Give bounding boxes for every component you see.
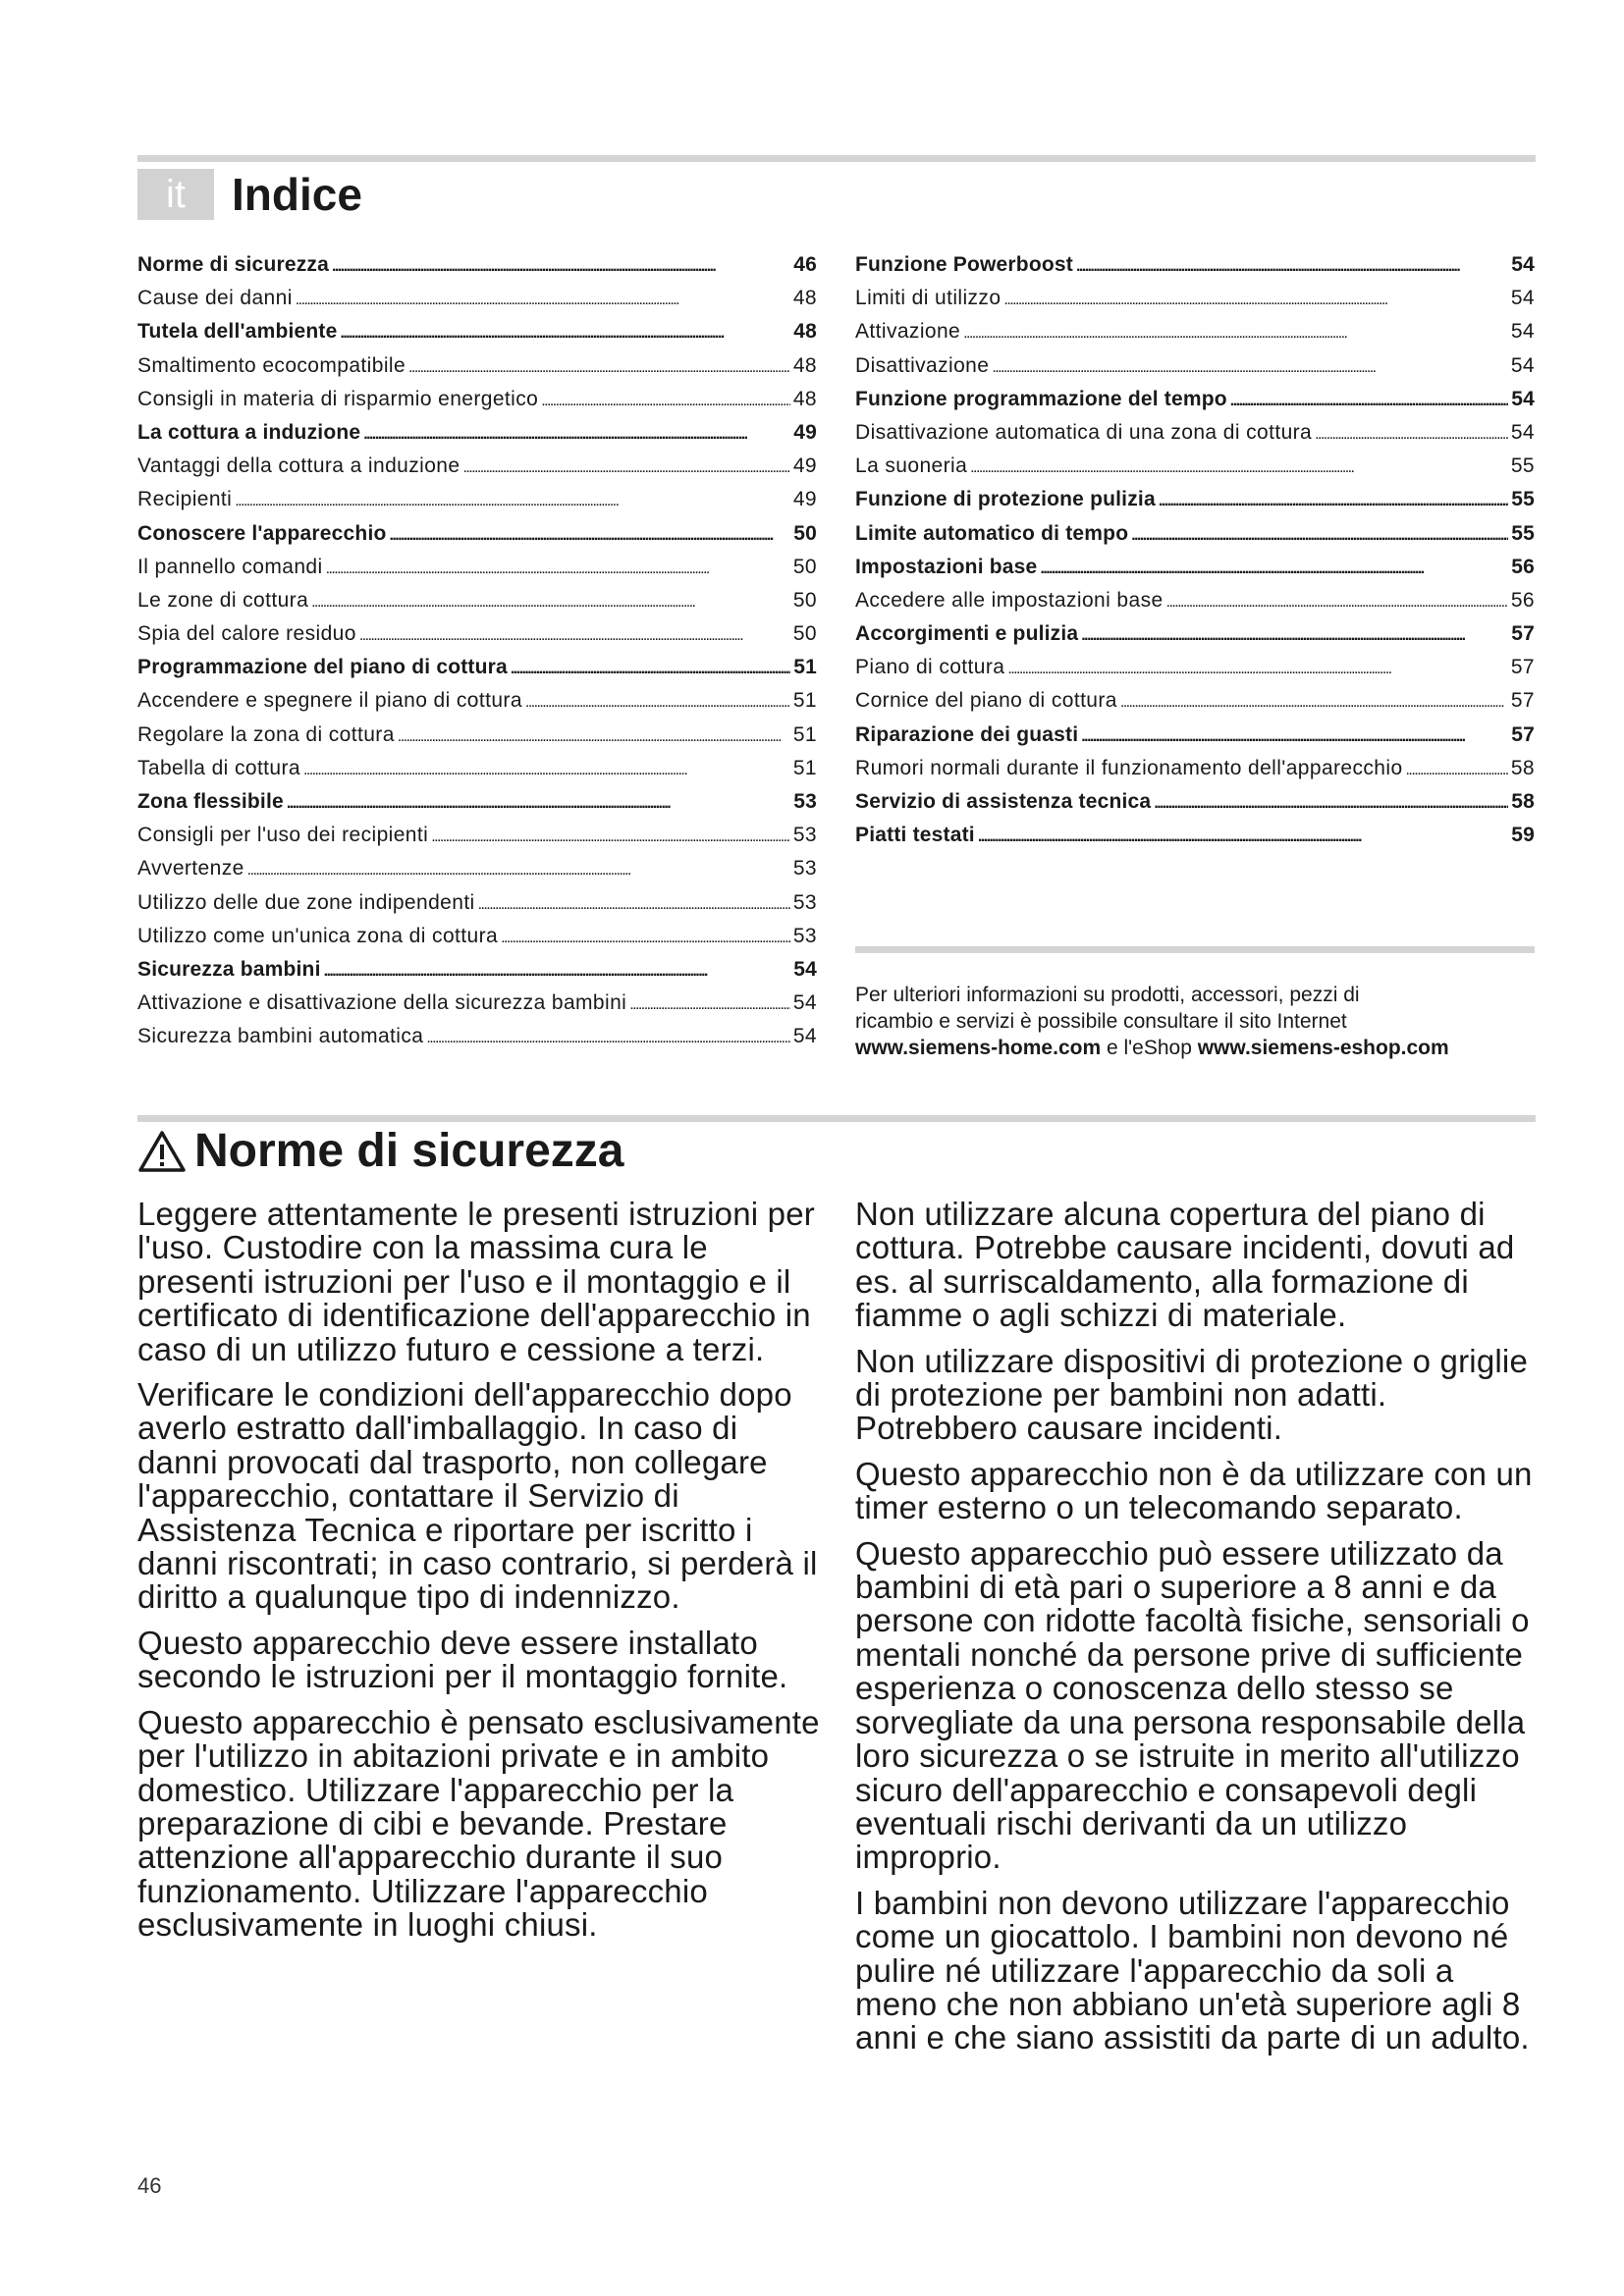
toc-leader-dots bbox=[525, 689, 790, 713]
toc-subentry[interactable] bbox=[137, 991, 817, 1025]
toc-entry-label: Sicurezza bambini bbox=[137, 957, 321, 981]
toc-entry-page: 53 bbox=[792, 824, 817, 847]
toc-entry-page: 49 bbox=[792, 488, 817, 511]
info-line-1: Per ulteriori informazioni su prodotti, accessori, pezzi di bbox=[855, 984, 1360, 1006]
toc-leader-dots bbox=[235, 488, 790, 511]
toc-entry-label: Recipienti bbox=[137, 488, 233, 511]
toc-entry-label: Accedere alle impostazioni base bbox=[855, 588, 1164, 612]
toc-leader-dots bbox=[296, 287, 790, 310]
toc-subentry[interactable] bbox=[855, 454, 1535, 488]
toc-leader-dots bbox=[1076, 253, 1508, 277]
toc-entry-label: La cottura a induzione bbox=[137, 420, 361, 444]
toc-leader-dots bbox=[287, 790, 790, 814]
toc-leader-dots bbox=[1081, 723, 1508, 747]
toc-entry-page: 51 bbox=[792, 756, 817, 779]
safety-paragraph: Questo apparecchio non è da utilizzare con un timer esterno o un telecomando separato. bbox=[855, 1455, 1533, 1526]
toc-entry-page: 51 bbox=[792, 722, 817, 746]
toc-leader-dots bbox=[326, 556, 790, 579]
toc-entry-label: Piatti testati bbox=[855, 824, 975, 847]
toc-subentry[interactable] bbox=[137, 589, 817, 622]
warning-triangle-icon bbox=[137, 1130, 187, 1173]
toc-entry-label: Disattivazione bbox=[855, 353, 990, 377]
toc-entry-page: 55 bbox=[1510, 454, 1535, 478]
toc-subentry[interactable] bbox=[137, 388, 817, 421]
toc-chapter-entry[interactable] bbox=[855, 824, 1535, 857]
toc-entry-label: Riparazione dei guasti bbox=[855, 722, 1079, 746]
toc-entry-label: Attivazione bbox=[855, 320, 961, 344]
top-rule bbox=[137, 155, 1536, 162]
toc-entry-page: 54 bbox=[1510, 420, 1535, 444]
toc-entry-label: Rumori normali durante il funzionamento dell'apparecchio bbox=[855, 756, 1403, 779]
toc-entry-label: La suoneria bbox=[855, 454, 968, 478]
safety-paragraph: Questo apparecchio può essere utilizzato da bambini di età pari o superiore a 8 anni e da persone con ridotte facoltà fisiche, sensoriali o mentali nonché da persone prive di sufficiente esperienza o conoscenza dello stesso se sorvegliate da una persona responsabile della loro sicurezza o se istruite in merito all'utilizzo sicuro dell'apparecchio e consapevoli degli eventuali rischi derivanti da un utilizzo improprio. bbox=[855, 1534, 1530, 1876]
safety-paragraph: Leggere attentamente le presenti istruzioni per l'uso. Custodire con la massima cura le presenti istruzioni per l'uso e il montaggio e il certificato di identificazione dell'apparecchio in caso di un utilizzo futuro e cessione a terzi. bbox=[137, 1196, 815, 1367]
info-text bbox=[855, 982, 1543, 1061]
toc-subentry[interactable] bbox=[855, 320, 1535, 353]
toc-entry-label: Cornice del piano di cottura bbox=[855, 689, 1117, 713]
toc-entry-label: Tutela dell'ambiente bbox=[137, 320, 338, 344]
toc-leader-dots bbox=[1406, 757, 1508, 780]
toc-chapter-entry[interactable] bbox=[137, 790, 817, 824]
toc-entry-label: Funzione di protezione pulizia bbox=[855, 488, 1156, 511]
toc-left-column bbox=[137, 253, 817, 1059]
safety-paragraph: I bambini non devono utilizzare l'apparecchio come un giocattolo. I bambini non devono né pulire né utilizzare l'apparecchio da soli a meno che non abbiano un'età superiore agli 8 anni e che siano assistiti da parte di un adulto. bbox=[855, 1884, 1530, 2056]
toc-leader-dots bbox=[501, 925, 790, 948]
toc-subentry[interactable] bbox=[137, 1025, 817, 1058]
toc-chapter-entry[interactable] bbox=[855, 556, 1535, 589]
toc-right-column bbox=[855, 253, 1535, 857]
toc-leader-dots bbox=[1230, 388, 1508, 411]
toc-leader-dots bbox=[1166, 589, 1508, 613]
safety-paragraph: Non utilizzare alcuna copertura del piano di cottura. Potrebbe causare incidenti, dovuti ad es. al surriscaldamento, alla formazione di fiamme o agli schizzi di materiale. bbox=[855, 1196, 1515, 1334]
toc-subentry[interactable] bbox=[137, 354, 817, 388]
safety-paragraph: Questo apparecchio deve essere installato secondo le istruzioni per il montaggio fornite. bbox=[137, 1624, 788, 1695]
toc-entry-page: 54 bbox=[1510, 287, 1535, 310]
toc-leader-dots bbox=[303, 757, 790, 780]
toc-subentry[interactable] bbox=[855, 757, 1535, 790]
toc-leader-dots bbox=[390, 522, 791, 546]
toc-entry-page: 49 bbox=[792, 454, 817, 478]
toc-entry-page: 50 bbox=[792, 622, 817, 646]
toc-leader-dots bbox=[541, 388, 790, 411]
toc-entry-page: 57 bbox=[1511, 722, 1535, 746]
toc-entry-page: 54 bbox=[792, 991, 817, 1015]
toc-entry-page: 58 bbox=[1511, 790, 1535, 813]
toc-entry-label: Zona flessibile bbox=[137, 790, 284, 813]
toc-leader-dots bbox=[1131, 522, 1508, 546]
toc-entry-label: Piano di cottura bbox=[855, 656, 1005, 679]
toc-subentry[interactable] bbox=[137, 287, 817, 320]
toc-entry-label: Norme di sicurezza bbox=[137, 253, 329, 276]
toc-entry-page: 54 bbox=[1510, 320, 1535, 344]
toc-entry-label: Sicurezza bambini automatica bbox=[137, 1025, 424, 1048]
toc-entry-page: 54 bbox=[1510, 353, 1535, 377]
toc-leader-dots bbox=[363, 421, 790, 445]
toc-subentry[interactable] bbox=[137, 454, 817, 488]
toc-entry-page: 55 bbox=[1511, 488, 1535, 511]
toc-entry-label: Conoscere l'apparecchio bbox=[137, 521, 387, 545]
toc-entry-page: 54 bbox=[1511, 253, 1535, 276]
toc-entry-label: Programmazione del piano di cottura bbox=[137, 656, 508, 679]
toc-chapter-entry[interactable] bbox=[855, 522, 1535, 556]
toc-entry-label: Consigli per l'uso dei recipienti bbox=[137, 824, 429, 847]
toc-chapter-entry[interactable] bbox=[855, 723, 1535, 757]
toc-leader-dots bbox=[511, 656, 790, 679]
toc-leader-dots bbox=[478, 891, 790, 915]
toc-leader-dots bbox=[426, 1025, 789, 1048]
toc-leader-dots bbox=[1040, 556, 1508, 579]
toc-entry-page: 46 bbox=[793, 253, 817, 276]
toc-subentry[interactable] bbox=[855, 689, 1535, 722]
toc-chapter-entry[interactable] bbox=[137, 421, 817, 454]
toc-entry-label: Limiti di utilizzo bbox=[855, 287, 1001, 310]
toc-entry-page: 57 bbox=[1510, 656, 1535, 679]
toc-entry-label: Spia del calore residuo bbox=[137, 622, 356, 646]
toc-entry-label: Funzione Powerboost bbox=[855, 253, 1073, 276]
info-rule bbox=[855, 946, 1535, 953]
toc-entry-page: 57 bbox=[1510, 689, 1535, 713]
toc-entry-label: Regolare la zona di cottura bbox=[137, 722, 395, 746]
toc-entry-page: 54 bbox=[1511, 387, 1535, 410]
toc-entry-label: Consigli in materia di risparmio energetico bbox=[137, 387, 539, 410]
toc-chapter-entry[interactable] bbox=[137, 656, 817, 689]
toc-entry-page: 57 bbox=[1511, 622, 1535, 646]
toc-entry-label: Avvertenze bbox=[137, 857, 244, 881]
toc-leader-dots bbox=[629, 991, 790, 1015]
toc-entry-page: 50 bbox=[792, 588, 817, 612]
toc-chapter-entry[interactable] bbox=[855, 253, 1535, 287]
toc-subentry[interactable] bbox=[855, 589, 1535, 622]
toc-entry-page: 53 bbox=[792, 890, 817, 914]
toc-leader-dots bbox=[462, 454, 789, 478]
toc-entry-page: 55 bbox=[1511, 521, 1535, 545]
toc-entry-page: 48 bbox=[792, 387, 817, 410]
toc-subentry[interactable] bbox=[855, 287, 1535, 320]
toc-subentry[interactable] bbox=[137, 824, 817, 857]
toc-leader-dots bbox=[1007, 656, 1508, 679]
language-tag: it bbox=[137, 169, 214, 220]
toc-entry-label: Il pannello comandi bbox=[137, 555, 323, 578]
toc-entry-label: Tabella di cottura bbox=[137, 756, 300, 779]
toc-leader-dots bbox=[340, 320, 790, 344]
toc-entry-page: 59 bbox=[1511, 824, 1535, 847]
toc-entry-page: 56 bbox=[1511, 555, 1535, 578]
toc-chapter-entry[interactable] bbox=[137, 522, 817, 556]
toc-entry-page: 49 bbox=[793, 420, 817, 444]
toc-entry-page: 53 bbox=[792, 924, 817, 947]
toc-leader-dots bbox=[1081, 622, 1508, 646]
toc-subentry[interactable] bbox=[137, 891, 817, 925]
toc-subentry[interactable] bbox=[137, 757, 817, 790]
toc-entry-label: Utilizzo come un'unica zona di cottura bbox=[137, 924, 499, 947]
toc-entry-page: 51 bbox=[793, 656, 817, 679]
safety-right-column bbox=[855, 1198, 1543, 2067]
toc-leader-dots bbox=[978, 824, 1508, 847]
info-line-2: ricambio e servizi è possibile consultare il sito Internet bbox=[855, 1010, 1347, 1033]
toc-entry-page: 48 bbox=[792, 353, 817, 377]
toc-leader-dots bbox=[431, 824, 790, 847]
toc-chapter-entry[interactable] bbox=[855, 488, 1535, 521]
toc-entry-label: Accorgimenti e pulizia bbox=[855, 622, 1079, 646]
toc-chapter-entry[interactable] bbox=[855, 622, 1535, 656]
safety-left-column bbox=[137, 1198, 825, 1954]
siemens-home-link[interactable]: www.siemens-home.com bbox=[855, 1037, 1102, 1059]
toc-entry-page: 58 bbox=[1510, 756, 1535, 779]
toc-entry-label: Attivazione e disattivazione della sicurezza bambini bbox=[137, 991, 627, 1015]
toc-entry-page: 53 bbox=[792, 857, 817, 881]
toc-entry-label: Le zone di cottura bbox=[137, 588, 309, 612]
safety-paragraph: Questo apparecchio è pensato esclusivamente per l'utilizzo in abitazioni private e in ambito domestico. Utilizzare l'apparecchio per la preparazione di cibi e bevande. Prestare attenzione all'apparecchio durante il suo funzionamento. Utilizzare l'apparecchio esclusivamente in luoghi chiusi. bbox=[137, 1703, 820, 1944]
toc-entry-page: 48 bbox=[793, 320, 817, 344]
toc-entry-label: Disattivazione automatica di una zona di cottura bbox=[855, 420, 1313, 444]
toc-chapter-entry[interactable] bbox=[137, 958, 817, 991]
toc-leader-dots bbox=[992, 354, 1508, 378]
toc-subentry[interactable] bbox=[855, 421, 1535, 454]
toc-entry-label: Limite automatico di tempo bbox=[855, 521, 1129, 545]
toc-leader-dots bbox=[1003, 287, 1507, 310]
toc-chapter-entry[interactable] bbox=[855, 388, 1535, 421]
toc-subentry[interactable] bbox=[855, 656, 1535, 689]
toc-leader-dots bbox=[398, 723, 790, 747]
safety-title bbox=[137, 1121, 623, 1182]
siemens-eshop-link[interactable]: www.siemens-eshop.com bbox=[1197, 1037, 1449, 1059]
toc-leader-dots bbox=[359, 622, 790, 646]
safety-paragraph: Non utilizzare dispositivi di protezione o griglie di protezione per bambini non adatti. Potrebbero causare incidenti. bbox=[855, 1342, 1529, 1447]
toc-subentry[interactable] bbox=[137, 556, 817, 589]
toc-entry-page: 56 bbox=[1510, 588, 1535, 612]
toc-entry-label: Vantaggi della cottura a induzione bbox=[137, 454, 460, 478]
toc-leader-dots bbox=[324, 958, 791, 982]
toc-leader-dots bbox=[311, 589, 790, 613]
toc-entry-page: 53 bbox=[793, 790, 817, 813]
toc-leader-dots bbox=[1159, 488, 1508, 511]
info-connector: e l'eShop bbox=[1101, 1037, 1198, 1059]
toc-subentry[interactable] bbox=[137, 622, 817, 656]
toc-subentry[interactable] bbox=[855, 354, 1535, 388]
toc-leader-dots bbox=[1315, 421, 1508, 445]
toc-leader-dots bbox=[408, 354, 790, 378]
index-title: Indice bbox=[232, 169, 362, 220]
toc-entry-label: Impostazioni base bbox=[855, 555, 1038, 578]
toc-subentry[interactable] bbox=[137, 488, 817, 521]
toc-subentry[interactable] bbox=[137, 689, 817, 722]
safety-title-text: Norme di sicurezza bbox=[194, 1125, 624, 1177]
toc-entry-page: 48 bbox=[792, 287, 817, 310]
toc-entry-label: Utilizzo delle due zone indipendenti bbox=[137, 890, 475, 914]
toc-chapter-entry[interactable] bbox=[137, 320, 817, 353]
toc-leader-dots bbox=[970, 454, 1508, 478]
toc-subentry[interactable] bbox=[137, 925, 817, 958]
toc-entry-page: 54 bbox=[792, 1025, 817, 1048]
toc-subentry[interactable] bbox=[137, 857, 817, 890]
toc-leader-dots bbox=[963, 320, 1508, 344]
toc-subentry[interactable] bbox=[137, 723, 817, 757]
toc-leader-dots bbox=[247, 857, 790, 881]
toc-leader-dots bbox=[1120, 689, 1508, 713]
toc-entry-label: Funzione programmazione del tempo bbox=[855, 387, 1227, 410]
toc-leader-dots bbox=[1154, 790, 1508, 814]
page-number: 46 bbox=[137, 2173, 162, 2198]
toc-entry-label: Accendere e spegnere il piano di cottura bbox=[137, 689, 522, 713]
toc-entry-page: 50 bbox=[793, 521, 817, 545]
toc-entry-label: Cause dei danni bbox=[137, 287, 293, 310]
toc-entry-page: 50 bbox=[792, 555, 817, 578]
toc-entry-label: Smaltimento ecocompatibile bbox=[137, 353, 406, 377]
toc-entry-page: 51 bbox=[792, 689, 817, 713]
toc-leader-dots bbox=[332, 253, 790, 277]
toc-chapter-entry[interactable] bbox=[137, 253, 817, 287]
toc-entry-page: 54 bbox=[793, 957, 817, 981]
safety-paragraph: Verificare le condizioni dell'apparecchio dopo averlo estratto dall'imballaggio. In caso di danni provocati dal trasporto, non collegare l'apparecchio, contattare il Servizio di Assistenza Tecnica e riportare per iscritto i danni riscontrati; in caso contrario, si perderà il diritto a qualunque tipo di indennizzo. bbox=[137, 1376, 818, 1616]
toc-chapter-entry[interactable] bbox=[855, 790, 1535, 824]
toc-entry-label: Servizio di assistenza tecnica bbox=[855, 790, 1152, 813]
